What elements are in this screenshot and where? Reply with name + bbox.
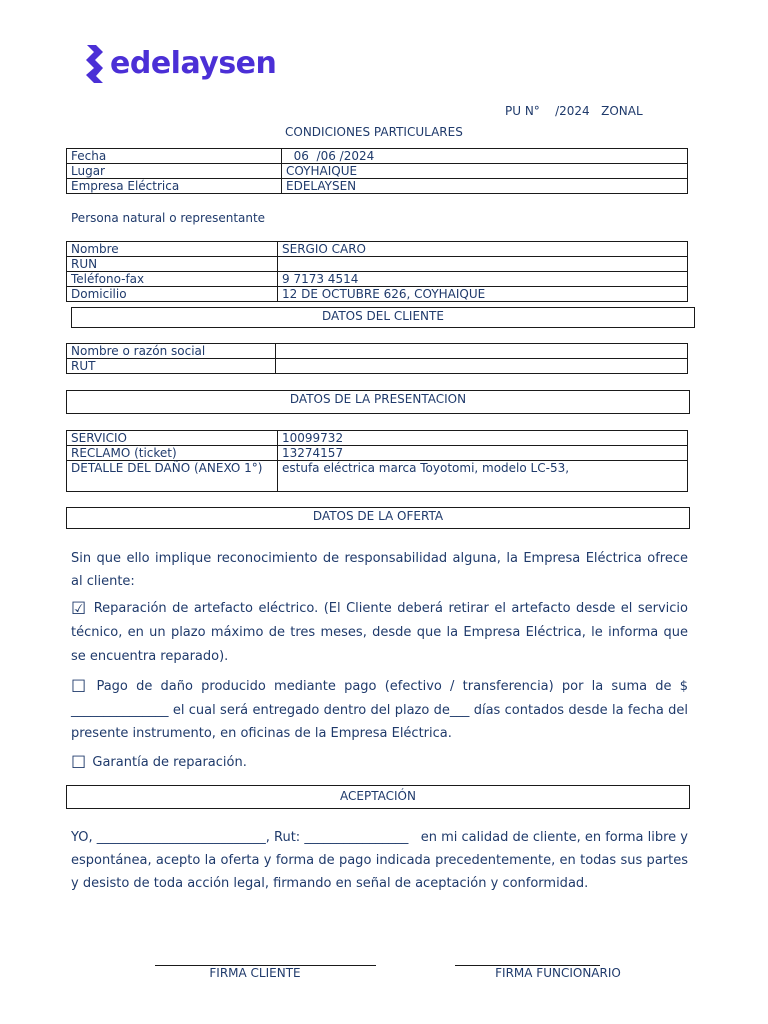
- table-row: [67, 257, 688, 272]
- row-label: Domicilio: [67, 287, 278, 302]
- section-datos-cliente: DATOS DEL CLIENTE: [71, 307, 695, 328]
- row-label: Empresa Eléctrica: [67, 179, 282, 194]
- edelaysen-logo-icon: [84, 43, 106, 83]
- cliente-table: [66, 343, 688, 374]
- reclamo-value: 13274157: [278, 446, 688, 461]
- firma-cliente-label: FIRMA CLIENTE: [209, 966, 301, 980]
- table-row: [67, 149, 688, 164]
- checkbox-checked-icon[interactable]: ☑: [71, 599, 87, 619]
- section-datos-presentacion: DATOS DE LA PRESENTACION: [66, 390, 690, 414]
- nombre-value: SERGIO CARO: [278, 242, 688, 257]
- row-label: RUN: [67, 257, 278, 272]
- row-label: DETALLE DEL DAÑO (ANEXO 1°): [67, 461, 278, 492]
- oferta-option-2: [71, 675, 688, 745]
- domicilio-value: 12 DE OCTUBRE 626, COYHAIQUE: [278, 287, 688, 302]
- table-row: [67, 461, 688, 492]
- row-label: Nombre o razón social: [67, 344, 276, 359]
- row-label: RECLAMO (ticket): [67, 446, 278, 461]
- presentacion-table: [66, 430, 688, 492]
- oferta-option-1: [71, 597, 688, 669]
- razon-social-value: [276, 344, 688, 359]
- pu-number-line: PU N° /2024 ZONAL: [505, 104, 643, 118]
- checkbox-empty-icon[interactable]: ☐: [71, 677, 87, 697]
- row-label: Teléfono-fax: [67, 272, 278, 287]
- table-row: [67, 344, 688, 359]
- table-row: [67, 359, 688, 374]
- row-label: Lugar: [67, 164, 282, 179]
- row-label: Nombre: [67, 242, 278, 257]
- company-logo: [84, 43, 276, 83]
- table-row: [67, 287, 688, 302]
- row-label: SERVICIO: [67, 431, 278, 446]
- persona-label: Persona natural o representante: [71, 211, 266, 225]
- oferta-intro: Sin que ello implique reconocimiento de responsabilidad alguna, la Empresa Eléctrica ofrece al cliente:: [71, 551, 688, 589]
- telefono-value: 9 7173 4514: [278, 272, 688, 287]
- rut-value: [276, 359, 688, 374]
- oferta-option-3: [71, 751, 688, 775]
- run-value: [278, 257, 688, 272]
- aceptacion-text: YO, __________________________, Rut: ________________ en mi calidad de cliente, en forma libre y espontánea, acepto la oferta y forma de pago indicada precedentemente, en todas sus partes y desisto de toda acción legal, firmando en señal de aceptación y conformidad.: [71, 830, 693, 891]
- general-info-table: [66, 148, 688, 194]
- row-label: Fecha: [67, 149, 282, 164]
- table-row: [67, 272, 688, 287]
- section-aceptacion: ACEPTACIÓN: [66, 785, 690, 809]
- servicio-value: 10099732: [278, 431, 688, 446]
- row-label: RUT: [67, 359, 276, 374]
- table-row: [67, 446, 688, 461]
- option-1-text: Reparación de artefacto eléctrico. (El Cliente deberá retirar el artefacto desde el servicio técnico, en un plazo máximo de tres meses, desde que la Empresa Eléctrica, le informa que se encuentra reparado).: [71, 601, 688, 664]
- firma-funcionario-label: FIRMA FUNCIONARIO: [495, 966, 621, 980]
- empresa-value: EDELAYSEN: [282, 179, 688, 194]
- table-row: [67, 242, 688, 257]
- lugar-value: COYHAIQUE: [282, 164, 688, 179]
- option-3-text: Garantía de reparación.: [92, 755, 247, 770]
- document-title: CONDICIONES PARTICULARES: [285, 125, 463, 139]
- checkbox-empty-icon[interactable]: ☐: [71, 753, 87, 773]
- detalle-dano-value: estufa eléctrica marca Toyotomi, modelo LC-53,: [278, 461, 688, 492]
- section-datos-oferta: DATOS DE LA OFERTA: [66, 507, 690, 529]
- fecha-value: 06 /06 /2024: [282, 149, 688, 164]
- table-row: [67, 164, 688, 179]
- table-row: [67, 179, 688, 194]
- option-2-text: Pago de daño producido mediante pago (efectivo / transferencia) por la suma de $ _______________ el cual será entregado dentro del plazo de___ días contados desde la fecha del presente instrumento, en oficinas de la Empresa Eléctrica.: [71, 679, 688, 741]
- table-row: [67, 431, 688, 446]
- persona-table: [66, 241, 688, 302]
- logo-text: edelaysen: [110, 45, 277, 81]
